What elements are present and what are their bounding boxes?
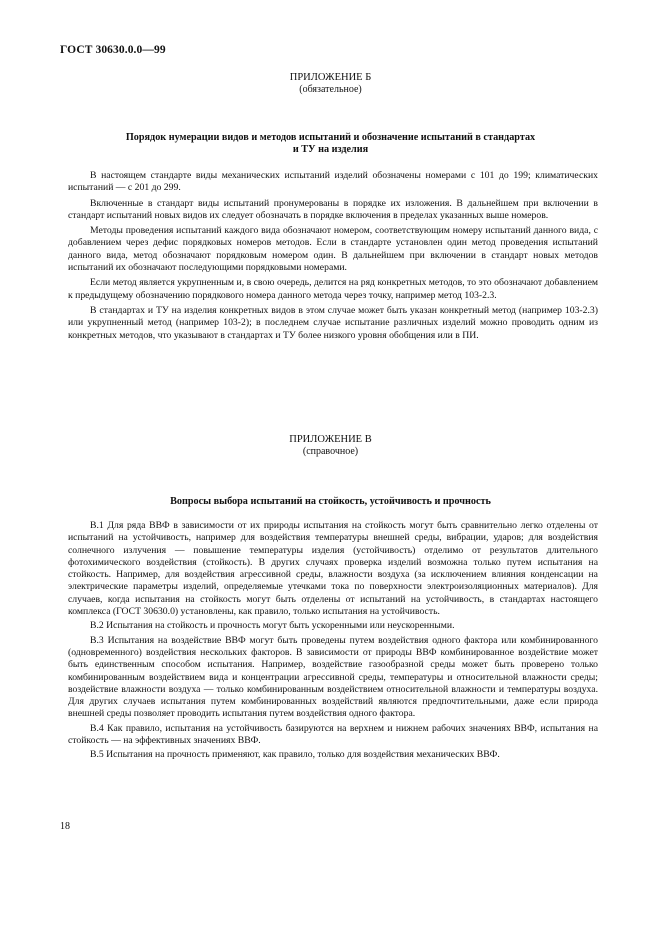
appendix-v-paragraph-5: В.5 Испытания на прочность применяют, как правило, только для воздействия механических ВВФ. (90, 749, 500, 761)
appendix-v-paragraph-3: В.3 Испытания на воздействие ВВФ могут быть проведены путем воздействия одного фактора или комбинированного (одновременного) воздействия нескольких факторов. В зависимости от природы ВВФ комбинированное воздействие может быть единственным способом испытания. Например, воздействие газообразной среды может быть проверено только комбинированным воздействием вида и концентрации агрессивной среды, температуры и относительной влажности среды; воздействие влажности воздуха — только комбинированным воздействием относительной влажности и температуры воздуха. Для других случаев испытания путем комбинированных воздействий являются предпочтительными, даже если природа внешней среды позволяет проводить испытания путем воздействия одного фактора. (68, 634, 598, 720)
appendix-b-title-line-1: Порядок нумерации видов и методов испытаний и обозначение испытаний в стандартах (125, 132, 536, 143)
appendix-v-paragraph-2: В.2 Испытания на стойкость и прочность могут быть ускоренными или неускоренными. (90, 620, 455, 632)
appendix-v-body (68, 520, 598, 764)
appendix-b-paragraph-5: В стандартах и ТУ на изделия конкретных видов в этом случае может быть указан конкретный метод (например 103-2.3) или укрупненный метод (например 103-2); в последнем случае испытание различных изделий можно проводить одним из конкретных методов, что указывают в стандартах и ТУ более низкого уровня обобщения или в ПИ. (68, 304, 598, 341)
appendix-b-paragraph-4: Если метод является укрупненным и, в свою очередь, делится на ряд конкретных методов, то это обозначают добавлением к предыдущему обозначению порядкового номера данного метода через точку, например метод 103-2.3. (68, 277, 598, 301)
appendix-v-title: Вопросы выбора испытаний на стойкость, устойчивость и прочность (170, 496, 491, 507)
appendix-b-status: (обязательное) (299, 84, 362, 95)
document-code: ГОСТ 30630.0.0—99 (60, 44, 166, 56)
appendix-b-paragraph-1: В настоящем стандарте виды механических испытаний изделий обозначены номерами с 101 до 199; климатических испытаний — с 201 до 299. (68, 170, 598, 194)
appendix-b-title-line-2: и ТУ на изделия (292, 144, 369, 156)
appendix-v-heading (0, 434, 661, 458)
appendix-b-heading (0, 72, 661, 96)
appendix-b-paragraph-3: Методы проведения испытаний каждого вида обозначают номером, соответствующим номеру испытаний данного вида, с добавлением через дефис порядковых номеров методов. Если в стандарте установлен один метод проведения испытаний данного вида, метод обозначают порядковым номером один. В дальнейшем при включении в стандарт новых методов испытаний их обозначают последующими порядковыми номерами. (68, 225, 598, 274)
appendix-b-body (68, 170, 598, 345)
appendix-v-status: (справочное) (302, 446, 359, 457)
appendix-b-paragraph-2: Включенные в стандарт виды испытаний пронумерованы в порядке их изложения. В дальнейшем при включении в стандарт испытаний новых видов их следует обозначать в порядке включения в пределах указанных выше номеров. (68, 197, 598, 221)
appendix-v-label: ПРИЛОЖЕНИЕ В (289, 434, 372, 445)
appendix-b-title (90, 132, 571, 156)
appendix-b-label: ПРИЛОЖЕНИЕ Б (289, 72, 372, 83)
appendix-v-paragraph-4: В.4 Как правило, испытания на устойчивость базируются на верхнем и нижнем рабочих значениях ВВФ, испытания на стойкость — на эффективных значениях ВВФ. (68, 722, 598, 747)
page-number: 18 (60, 821, 70, 832)
appendix-v-paragraph-1: В.1 Для ряда ВВФ в зависимости от их природы испытания на стойкость могут быть сравнительно легко отделены от испытаний на устойчивость, например для воздействия температуры внешней среды, вибрации, ударов; для воздействия солнечного излучения — повышение температуры изделия (устойчивость) отделимо от результатов длительного фотохимического воздействия (стойкость). В других случаях проверка изделий возможна только путем испытания на стойкость. Например, для воздействия агрессивной среды, влажности воздуха (за исключением влияния конденсации на электрические параметры изделий, определяемые утечками тока по поверхности электроизоляционных материалов). Для случаев, когда испытания на стойкость могут быть отделены от испытаний на устойчивость, в стандартах настоящего комплекса (ГОСТ 30630.0) установлены, как правило, только испытания на устойчивость. (68, 520, 598, 618)
